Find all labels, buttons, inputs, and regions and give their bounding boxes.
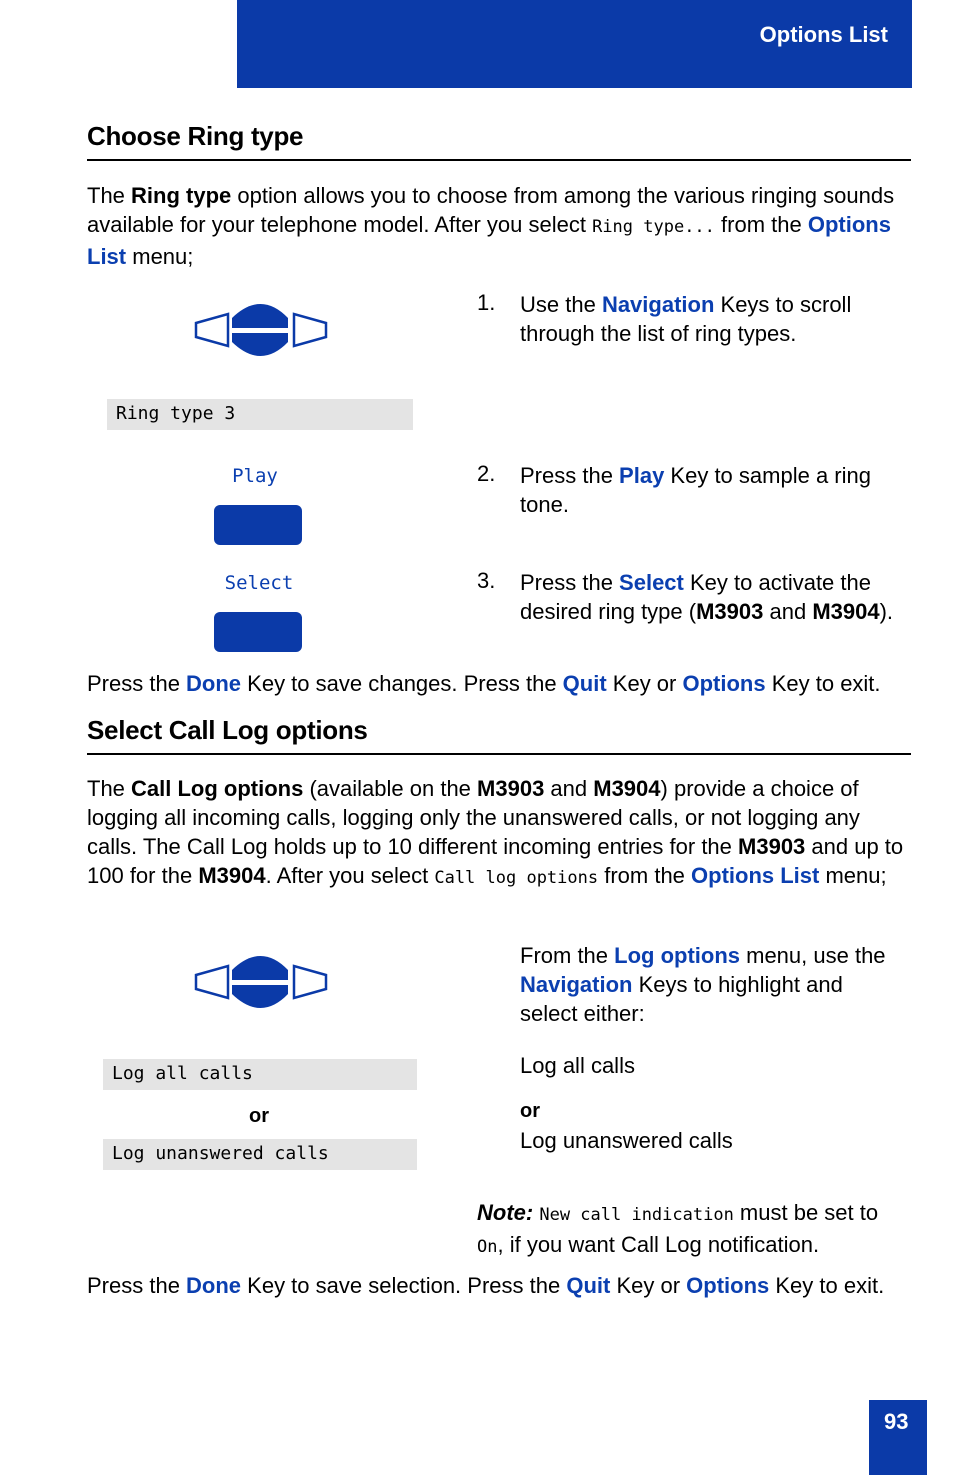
or-label: or xyxy=(249,1105,269,1127)
step-1-text: Use the Navigation Keys to scroll through the list of ring types. xyxy=(520,292,852,346)
section-rule xyxy=(87,159,911,161)
ring-type-intro: The Ring type option allows you to choose from among the various ringing sounds available for your telephone model. After you select Ring type... from the Options List menu; xyxy=(87,183,895,269)
play-softkey-button[interactable] xyxy=(214,505,302,545)
header-title: Options List xyxy=(759,22,888,47)
lcd-display-log-unanswered: Log unanswered calls xyxy=(103,1139,417,1170)
note-text: Note: New call indication must be set to On, if you want Call Log notification. xyxy=(477,1200,879,1257)
lcd-display-log-all: Log all calls xyxy=(103,1059,417,1090)
section-title-call-log: Select Call Log options xyxy=(87,715,368,745)
select-softkey-button[interactable] xyxy=(214,612,302,652)
option-log-all-calls: Log all calls xyxy=(520,1053,635,1078)
call-log-description: From the Log options menu, use the Navigation Keys to highlight and select either: xyxy=(520,943,886,1026)
step-3-text: Press the Select Key to activate the desired ring type (M3903 and M3904). xyxy=(520,570,894,624)
play-softkey-label: Play xyxy=(232,465,278,487)
section-title-ring-type: Choose Ring type xyxy=(87,121,304,151)
ring-type-footer: Press the Done Key to save changes. Press the Quit Key or Options Key to exit. xyxy=(87,671,881,696)
select-softkey-label: Select xyxy=(224,572,294,594)
step-2-text: Press the Play Key to sample a ring tone. xyxy=(520,463,871,517)
step-number: 2. xyxy=(477,461,496,486)
option-log-unanswered-calls: Log unanswered calls xyxy=(520,1128,733,1153)
page-number: 93 xyxy=(884,1409,909,1434)
step-number: 1. xyxy=(477,290,496,315)
lcd-display-ring-type: Ring type 3 xyxy=(107,399,413,430)
call-log-footer: Press the Done Key to save selection. Press the Quit Key or Options Key to exit. xyxy=(87,1273,885,1298)
step-number: 3. xyxy=(477,568,496,593)
navigation-keys-icon xyxy=(190,950,332,1014)
call-log-intro: The Call Log options (available on the M3903 and M3904) provide a choice of logging all incoming calls, logging only the unanswered calls, or not logging any calls. The Call Log holds up to 10 different incoming entries for the M3903 and up to 100 for the M3904. After you select Call log options from the Options List menu; xyxy=(87,776,904,888)
option-or-label: or xyxy=(520,1100,540,1122)
section-rule xyxy=(87,753,911,755)
navigation-keys-icon xyxy=(190,298,332,362)
